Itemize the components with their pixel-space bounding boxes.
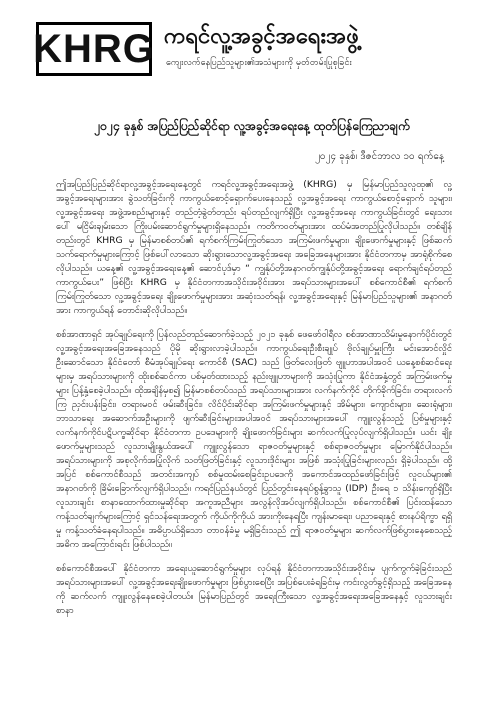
paragraph: စစ်အာဏာရှင် အုပ်ချုပ်ရေးကို ပြန်လည်တည်ဆောက်ခဲ့သည့် ၂၀၂၁ ခုနှစ် ဖေဖော်ဝါရီလ စစ်အာဏာသိမ်းမှုနောက်ပိုင်းတွင် လူ့အခွင့်အရေးအခြေအနေသည် ပိုမို ဆိုးရွားလာခဲ့ပါသည်။ ကာကွယ်ရေးဦးစီးချုပ် ဗိုလ်ချုပ်မှူးကြီး မင်းအောင်လှိုင် ဦးဆောင်သော နိုင်ငံတော် စီမံအုပ်ချုပ်ရေး ကောင်စီ (SAC) သည် ဖြတ်လေးဖြတ် ဗျူဟာအပါအဝင် ယနေ့စစ်ဆင်ရေးများမှ အရပ်သားများကို ထိုးစစ်ဆင်ကာ ပစ်မှတ်ထားသည့် နည်းဗျူဟာများကို အသုံးပြုကာ နိုင်ငံအနှံ့တွင် အကြမ်းဖက်မှုများ ပြန့်နှံ့စေခဲ့ပါသည်။ ထိုအချိန်မှစ၍ မြန်မာစစ်တပ်သည် အရပ်သားများအား လက်နက်ကိုင် တိုက်ခိုက်ခြင်း၊ တရားလက်ကြ ညှင်းပန်းခြင်း၊ တရားမဝင် ဖမ်းဆီးခြင်း၊ လိင်ပိုင်းဆိုင်ရာ အကြမ်းဖက်မှုများနှင့် အိမ်များ၊ ကျောင်းများ၊ ဆေးရုံများ၊ ဘာသာရေး အဆောက်အဦးများကို ဖျက်ဆီးခြင်းများအပါအဝင် အရပ်သားများအပေါ် ကျူးလွန်သည့် ပြစ်မှုများနှင့် လက်နက်ကိုင်ပဋိပက္ခဆိုင်ရာ နိုင်ငံတကာ ဥပဒေများကို ချိုးဖောက်ခြင်းများ ဆက်လက်ပြုလုပ်လျက်ရှိပါသည်။ ယင်း ချိုးဖောက်မှုများသည် လူသားမျိုးနွယ်အပေါ် ကျူးလွန်သော ရာဇဝတ်မှုများနှင့် စစ်ရာဇဝတ်မှုများ မြောက်နိုင်ပါသည်။ အရပ်သားများကို အစုလိုက်အပြုံလိုက် သတ်ဖြတ်ခြင်းနှင့် လူသားဒိုင်းများ အဖြစ် အသုံးပြုခြင်းများလည်း ရှိခဲ့ပါသည်။ ထို့အပြင် စစ်ကောင်စီသည် အတင်းအကျပ် စစ်မှုထမ်းစေခြင်းဥပဒေကို အကောင်အထည်ဖော်ခြင်းဖြင့် လူငယ်များ၏ အနာဂတ်ကို ခြိမ်းခြောက်လျက်ရှိပါသည်။ ကရင်ပြည်နယ်တွင် ပြည်တွင်းနေရပ်စွန့်ခွာသူ (IDP) ဦးရေ ၁ သိန်းကျော်ရှိပြီး လူသားချင်း စာနာထောက်ထားမှုဆိုင်ရာ အကူအညီများ အလွန်လိုအပ်လျက်ရှိပါသည်။ စစ်ကောင်စီ၏ ပြင်းထန်သော ကန့်သတ်ချက်များကြောင့် ရှင်သန်ရေးအတွက် ကိုယ်ကိုကိုယ် အားကိုးနေရပြီး ကျန်းမာရေး၊ ပညာရေးနှင့် စားနပ်ရိက္ခာ ရရှိမှု ကန့်သတ်ခံနေရပါသည်။ အဓိပ္ပာယ်ရှိသော တာဝန်ခံမှု မရှိခြင်းသည် ဤ ရာဇဝတ်မှုများ ဆက်လက်ဖြစ်ပွားနေစေသည့် အဓိက အကြောင်းရင်း ဖြစ်ပါသည်။ bbox=[56, 329, 452, 550]
khrg-logo bbox=[33, 22, 155, 76]
paragraph: စစ်ကောင်စီအပေါ် နိုင်ငံတကာ အရေးယူဆောင်ရွက်မှုများ လုပ်ရန် နိုင်ငံတကာအသိုင်းအဝိုင်းမှ ပျက်ကွက်ခဲ့ခြင်းသည် အရပ်သားများအပေါ် လူ့အခွင့်အရေးချိုးဖောက်မှုများ ဖြစ်ပွားစေပြီး အပြစ်ပေးခံရခြင်းမှ ကင်းလွတ်ခွင့်ရှိသည့် အခြေအနေကို ဆက်လက် ကျူးလွန်နေစေခဲ့ပါတယ်။ မြန်မာပြည်တွင် အရေးကြီးသော လူ့အခွင့်အရေးအခြေအနေနှင့် လူသားချင်းစာနာ bbox=[56, 563, 452, 616]
document-title: ၂၀၂၄ ခုနှစ် အပြည်ပြည်ဆိုင်ရာ လူ့အခွင့်အရေးနေ့ ထုတ်ပြန်ကြေညာချက် bbox=[94, 119, 410, 133]
logo-text: KHRG bbox=[33, 27, 155, 71]
organization-tagline: ကျေးလက်နေပြည်သူများ၏အသံများကို မှတ်တမ်းပြုစုခြင်း bbox=[166, 58, 352, 68]
paragraph: ဤအပြည်ပြည်ဆိုင်ရာလူ့အခွင့်အရေးနေ့တွင် ကရင်လူ့အခွင့်အရေးအဖွဲ့ (KHRG) မှ မြန်မာပြည်သူလူထု၏ လူ့အခွင့်အရေးများအား ခွဲသတ်ခြင်းကို ကာကွယ်စောင့်ရှောက်ပေးနေသည့် လူ့အခွင့်အရေး ကာကွယ်စောင့်ရှောက် သူများ၊ လူ့အခွင့်အရေး အဖွဲ့အစည်းများနှင့် တည်တံ့ခွဲတ်တည်း ရပ်တည်လျက်ရှိပြီး လူ့အခွင့်အရေး ကာကွယ်ခြင်းတွင် ရေးသားပေါ် မငြိမ်းချမ်းသော ကြိုးပမ်းဆောင်ရွက်မှုများရှိနေသည်။ ကတိကဝတ်များအား ထပ်မံအတည်ပြုလိုပါသည်။ တစ်ချိန်တည်းတွင် KHRG မှ မြန်မာစစ်တပ်၏ ရက်စက်ကြမ်းကြုတ်သော အကြမ်းဖက်မှုများ၊ ချိုးဖောက်မှုများနှင့် ဖြစ်ဆက်သက်ရောက်မှုများကြောင့် ဖြစ်ပေါ်လာသော ဆိုးရွားသောလူ့အခွင့်အရေး အခြေအနေများအား နိုင်ငံတကာမှ အာရုံစိုက်စေလိုပါသည်။ ယနေ့၏ လူ့အခွင့်အရေးနေ့၏ ဆောင်ပုဒ်မှာ “ ကျွန်ုပ်တို့အနာဂတ်ကျွန်ုပ်တို့အခွင့်အရေး ရောက်ချင်ရပ်တည်ကာကွယ်ပေး” ဖြစ်ပြီး KHRG မှ နိုင်ငံတကာအသိုင်းအဝိုင်းအား အရပ်သားများအပေါ် စစ်ကောင်စီ၏ ရက်စက်ကြမ်းကြုတ်သော လူ့အခွင့်အရေး ချိုးဖောက်မှုများအား အဆုံးသတ်ရန်၊ လူ့အခွင့်အရေးနှင့် မြန်မာပြည်သူများ၏ အနာဂတ်အား ကာကွယ်ရန် တောင်းဆိုလိုပါသည်။ bbox=[56, 179, 452, 316]
document-body bbox=[56, 178, 452, 698]
header bbox=[33, 22, 476, 82]
document-date: ၂၀၂၄ ခုနှစ်၊ ဒီဇင်ဘာလ ၁၀ ရက်နေ့ bbox=[315, 151, 444, 162]
organization-name: ကရင်လူ့အခွင့်အရေးအဖွဲ့ bbox=[164, 24, 359, 49]
